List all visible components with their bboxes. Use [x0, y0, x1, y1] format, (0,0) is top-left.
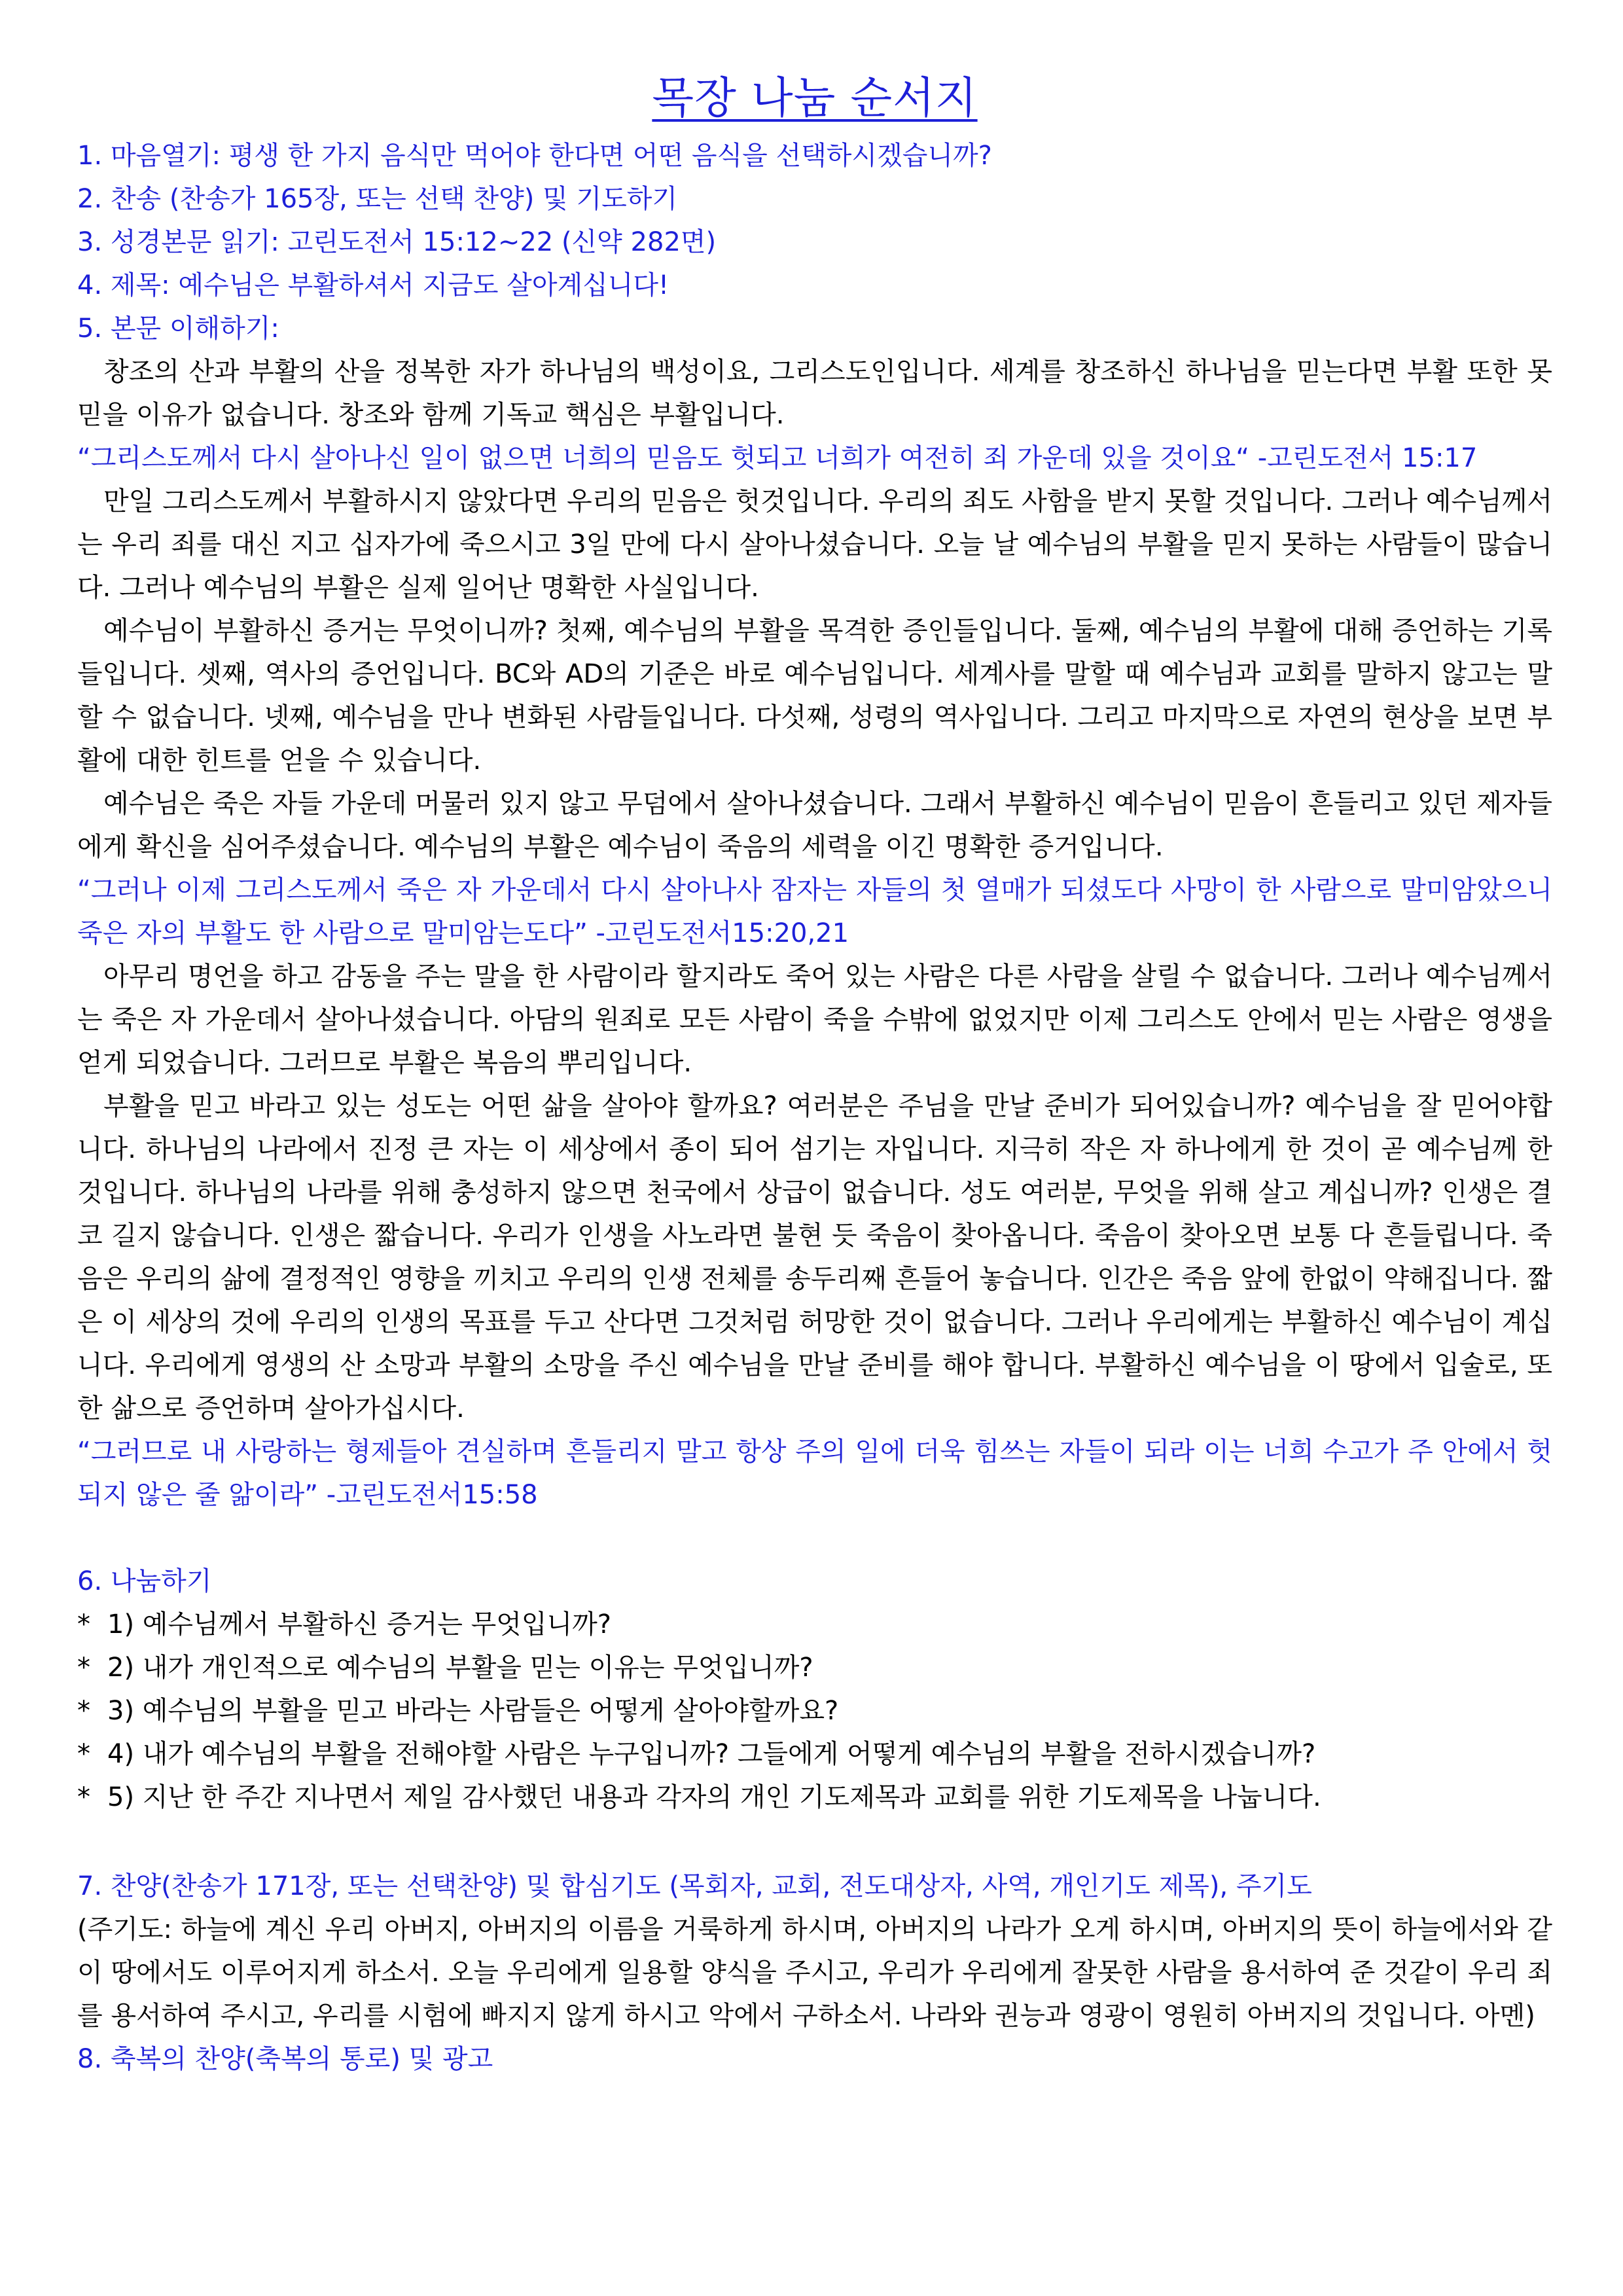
body-paragraph: 아무리 명언을 하고 감동을 주는 말을 한 사람이라 할지라도 죽어 있는 사람은 다른 사람을 살릴 수 없습니다. 그러나 예수님께서는 죽은 자 가운데서 살아나셨습니다. 아담의 원죄로 모든 사람이 죽을 수밖에 없었지만 이제 그리스도 안에서 믿는 사람은 영생을 얻게 되었습니다. 그러므로 부활은 복음의 뿌리입니다.: [77, 961, 1552, 1078]
sharing-question: * 3) 예수님의 부활을 믿고 바라는 사람들은 어떻게 살아야할까요?: [77, 1689, 1552, 1732]
item-sermon-title: 4. 제목: 예수님은 부활하셔서 지금도 살아계십니다!: [77, 270, 669, 300]
body-paragraph: 만일 그리스도께서 부활하시지 않았다면 우리의 믿음은 헛것입니다. 우리의 죄도 사함을 받지 못할 것입니다. 그러나 예수님께서는 우리 죄를 대신 지고 십자가에 죽으시고 3일 만에 다시 살아나셨습니다. 오늘 날 예수님의 부활을 믿지 못하는 사람들이 많습니다. 그러나 예수님의 부활은 실제 일어난 명확한 사실입니다.: [77, 486, 1552, 603]
scripture-quote: “그러므로 내 사랑하는 형제들아 견실하며 흔들리지 말고 항상 주의 일에 더욱 힘쓰는 자들이 되라 이는 너희 수고가 주 안에서 헛되지 않은 줄 앎이라” -고린도전서15:58: [77, 1437, 1552, 1510]
bullet-star-icon: *: [77, 1609, 90, 1640]
sharing-question: * 4) 내가 예수님의 부활을 전해야할 사람은 누구입니까? 그들에게 어떻게 예수님의 부활을 전하시겠습니까?: [77, 1732, 1552, 1776]
lords-prayer: (주기도: 하늘에 계신 우리 아버지, 아버지의 이름을 거룩하게 하시며, 아버지의 나라가 오게 하시며, 아버지의 뜻이 하늘에서와 같이 땅에서도 이루어지게 하소서. 오늘 우리에게 일용할 양식을 주시고, 우리가 우리에게 잘못한 사람을 용서하여 준 것같이 우리 죄를 용서하여 주시고, 우리를 시험에 빠지지 않게 하시고 악에서 구하소서. 나라와 권능과 영광이 영원히 아버지의 것입니다. 아멘): [77, 1914, 1552, 2031]
bullet-star-icon: *: [77, 1739, 90, 1769]
item-icebreaker: 1. 마음열기: 평생 한 가지 음식만 먹어야 한다면 어떤 음식을 선택하시겠습니까?: [77, 141, 992, 171]
scripture-quote: “그러나 이제 그리스도께서 죽은 자 가운데서 다시 살아나사 잠자는 자들의 첫 열매가 되셨도다 사망이 한 사람으로 말미암았으니 죽은 자의 부활도 한 사람으로 말미암는도다” -고린도전서15:20,21: [77, 875, 1552, 948]
sharing-question: * 5) 지난 한 주간 지나면서 제일 감사했던 내용과 각자의 개인 기도제목과 교회를 위한 기도제목을 나눕니다.: [77, 1776, 1552, 1819]
scripture-quote: “그리스도께서 다시 살아나신 일이 없으면 너희의 믿음도 헛되고 너희가 여전히 죄 가운데 있을 것이요“ -고린도전서 15:17: [77, 443, 1478, 473]
spacer: [77, 1819, 1552, 1865]
item-hymn: 2. 찬송 (찬송가 165장, 또는 선택 찬양) 및 기도하기: [77, 184, 678, 214]
item-blessing: 8. 축복의 찬양(축복의 통로) 및 광고: [77, 2044, 493, 2074]
bullet-star-icon: *: [77, 1782, 90, 1812]
item-understanding-heading: 5. 본문 이해하기:: [77, 314, 279, 344]
body-paragraph: 창조의 산과 부활의 산을 정복한 자가 하나님의 백성이요, 그리스도인입니다. 세계를 창조하신 하나님을 믿는다면 부활 또한 못 믿을 이유가 없습니다. 창조와 함께 기독교 핵심은 부활입니다.: [77, 357, 1552, 430]
page-title: 목장 나눔 순서지: [652, 73, 978, 123]
body-paragraph: 예수님은 죽은 자들 가운데 머물러 있지 않고 무덤에서 살아나셨습니다. 그래서 부활하신 예수님이 믿음이 흔들리고 있던 제자들에게 확신을 심어주셨습니다. 예수님의 부활은 예수님이 죽음의 세력을 이긴 명확한 증거입니다.: [77, 789, 1552, 862]
spacer: [77, 1516, 1552, 1560]
sharing-question: * 2) 내가 개인적으로 예수님의 부활을 믿는 이유는 무엇입니까?: [77, 1646, 1552, 1689]
body-paragraph: 부활을 믿고 바라고 있는 성도는 어떤 삶을 살아야 할까요? 여러분은 주님을 만날 준비가 되어있습니까? 예수님을 잘 믿어야합니다. 하나님의 나라에서 진정 큰 자는 이 세상에서 종이 되어 섬기는 자입니다. 지극히 작은 자 하나에게 한 것이 곧 예수님께 한 것입니다. 하나님의 나라를 위해 충성하지 않으면 천국에서 상급이 없습니다. 성도 여러분, 무엇을 위해 살고 계십니까? 인생은 결코 길지 않습니다. 인생은 짧습니다. 우리가 인생을 사노라면 불현 듯 죽음이 찾아옵니다. 죽음이 찾아오면 보통 다 흔들립니다. 죽음은 우리의 삶에 결정적인 영향을 끼치고 우리의 인생 전체를 송두리째 흔들어 놓습니다. 인간은 죽음 앞에 한없이 약해집니다. 짧은 이 세상의 것에 우리의 인생의 목표를 두고 산다면 그것처럼 허망한 것이 없습니다. 그러나 우리에게는 부활하신 예수님이 계십니다. 우리에게 영생의 산 소망과 부활의 소망을 주신 예수님을 만날 준비를 해야 합니다. 부활하신 예수님을 이 땅에서 입술로, 또한 삶으로 증언하며 살아가십시다.: [77, 1091, 1552, 1424]
body-paragraph: 예수님이 부활하신 증거는 무엇이니까? 첫째, 예수님의 부활을 목격한 증인들입니다. 둘째, 예수님의 부활에 대해 증언하는 기록들입니다. 셋째, 역사의 증언입니다. BC와 AD의 기준은 바로 예수님입니다. 세계사를 말할 때 예수님과 교회를 말하지 않고는 말할 수 없습니다. 넷째, 예수님을 만나 변화된 사람들입니다. 다섯째, 성령의 역사입니다. 그리고 마지막으로 자연의 현상을 보면 부활에 대한 힌트를 얻을 수 있습니다.: [77, 616, 1552, 776]
bullet-star-icon: *: [77, 1653, 90, 1683]
sharing-question: * 1) 예수님께서 부활하신 증거는 무엇입니까?: [77, 1603, 1552, 1646]
item-scripture: 3. 성경본문 읽기: 고린도전서 15:12~22 (신약 282면): [77, 227, 717, 257]
bullet-star-icon: *: [77, 1696, 90, 1726]
item-prayer: 7. 찬양(찬송가 171장, 또는 선택찬양) 및 합심기도 (목회자, 교회, 전도대상자, 사역, 개인기도 제목), 주기도: [77, 1871, 1312, 1901]
sharing-heading: 6. 나눔하기: [77, 1566, 212, 1596]
